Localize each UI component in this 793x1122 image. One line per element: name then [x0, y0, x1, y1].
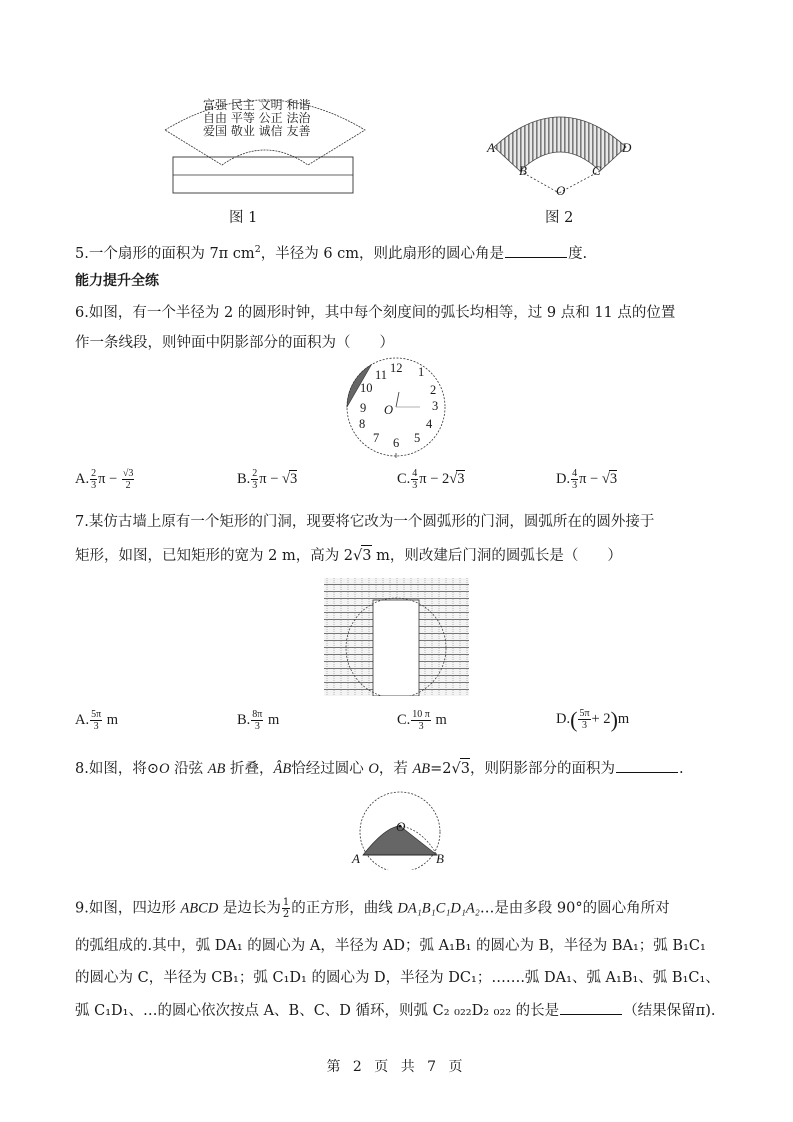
question-9-line-2: 的弧组成的.其中，弧 DA₁ 的圆心为 A，半径为 AD；弧 A₁B₁ 的圆心为 B，半径为 BA₁；弧 B₁C₁	[75, 938, 706, 954]
shaded-ring-sector	[494, 117, 626, 171]
figure-2-caption: 图 2	[545, 210, 574, 226]
clock-number: 11	[375, 368, 388, 382]
fan-text-line: 富强 民主 文明 和谐	[203, 98, 311, 112]
label-O: O	[556, 183, 566, 198]
answer-blank[interactable]	[560, 1000, 622, 1015]
clock-number: 8	[359, 417, 366, 431]
clock-number: 10	[360, 381, 373, 395]
fan-text-line: 爱国 敬业 诚信 友善	[203, 124, 311, 138]
label-B: B	[436, 851, 444, 866]
clock-number: 7	[373, 431, 380, 445]
label-D: D	[622, 140, 632, 155]
question-7-line-1: 7.某仿古墙上原有一个矩形的门洞，现要将它改为一个圆弧形的门洞，圆弧所在的圆外接于	[75, 514, 655, 530]
label-C: C	[592, 163, 601, 178]
q6-option-d[interactable]: D. $\frac{4}{3}$ π − √3	[556, 468, 618, 491]
clock-number: 2	[430, 383, 437, 397]
page-footer: 第 2 页 共 7 页	[326, 1059, 467, 1075]
fan-text-line: 自由 平等 公正 法治	[203, 111, 311, 125]
clock-number: 9	[360, 401, 367, 415]
door-opening	[373, 600, 419, 696]
clock-number: 5	[414, 431, 421, 445]
clock-number: 1	[418, 365, 425, 379]
figure-1-caption: 图 1	[229, 210, 258, 226]
clock-center-label: O	[384, 403, 394, 417]
question-6-line-2: 作一条线段，则钟面中阴影部分的面积为（ ）	[75, 335, 394, 351]
question-8: 8.如图，将⊙O 沿弦 AB 折叠，ÂB恰经过圆心 O，若 AB=2√3，则阴影部分的面积为 .	[75, 758, 684, 779]
arched-door-figure	[324, 578, 474, 696]
label-A: A	[352, 851, 360, 866]
clock-number: 6	[393, 436, 400, 450]
answer-blank[interactable]	[505, 243, 567, 258]
figure-2-sector	[480, 105, 640, 195]
q7-option-d[interactable]: D.( $\frac{5\pi}{3}$ + 2)m	[556, 707, 630, 732]
section-heading: 能力提升全练	[75, 273, 159, 289]
question-6-line-1: 6.如图，有一个半径为 2 的圆形时钟，其中每个刻度间的弧长均相等，过 9 点和 11 点的位置	[75, 305, 676, 321]
clock-numbers	[340, 355, 450, 460]
q7-option-a[interactable]: A. $\frac{5\pi}{3}$ m	[75, 709, 119, 732]
answer-blank[interactable]	[616, 758, 678, 773]
clock-number: 3	[432, 399, 439, 413]
question-9-line-1: 9.如图，四边形 ABCD 是边长为 $\frac{1}{2}$ 的正方形，曲线 DA₁B₁C₁D₁A₂…是由多段 90°的圆心角所对	[75, 897, 670, 920]
question-9-line-3: 的圆心为 C，半径为 CB₁；弧 C₁D₁ 的圆心为 D，半径为 DC₁；…….弧 DA₁、弧 A₁B₁、弧 B₁C₁、	[75, 970, 720, 986]
q7-option-c[interactable]: C. $\frac{10 \pi}{3}$ m	[397, 709, 447, 732]
clock-number: 12	[390, 361, 403, 375]
label-O: O	[396, 819, 406, 834]
q6-option-a[interactable]: A. $\frac{2}{3}$ π − $\frac{√3}{2}$	[75, 468, 134, 491]
label-B: B	[519, 163, 527, 178]
question-7-line-2: 矩形，如图，已知矩形的宽为 2 m，高为 2√3 m，则改建后门洞的圆弧长是（ ）	[75, 545, 622, 566]
question-9-line-4: 弧 C₁D₁、…的圆心依次按点 A、B、C、D 循环，则弧 C₂ ₀₂₂D₂ ₀₂₂ 的长是 （结果保留π).	[75, 1000, 715, 1021]
q6-option-b[interactable]: B. $\frac{2}{3}$ π − √3	[237, 468, 298, 491]
fan-text	[203, 99, 310, 138]
question-5: 5.一个扇形的面积为 7π $cm^2$，半径为 6 cm，则此扇形的圆心角是 度.	[75, 244, 588, 262]
q6-option-c[interactable]: C. $\frac{4}{3}$ π − 2√3	[397, 468, 465, 491]
clock-number: 4	[426, 417, 433, 431]
label-A: A	[487, 140, 495, 155]
q7-option-b[interactable]: B. $\frac{8\pi}{3}$ m	[237, 709, 280, 732]
